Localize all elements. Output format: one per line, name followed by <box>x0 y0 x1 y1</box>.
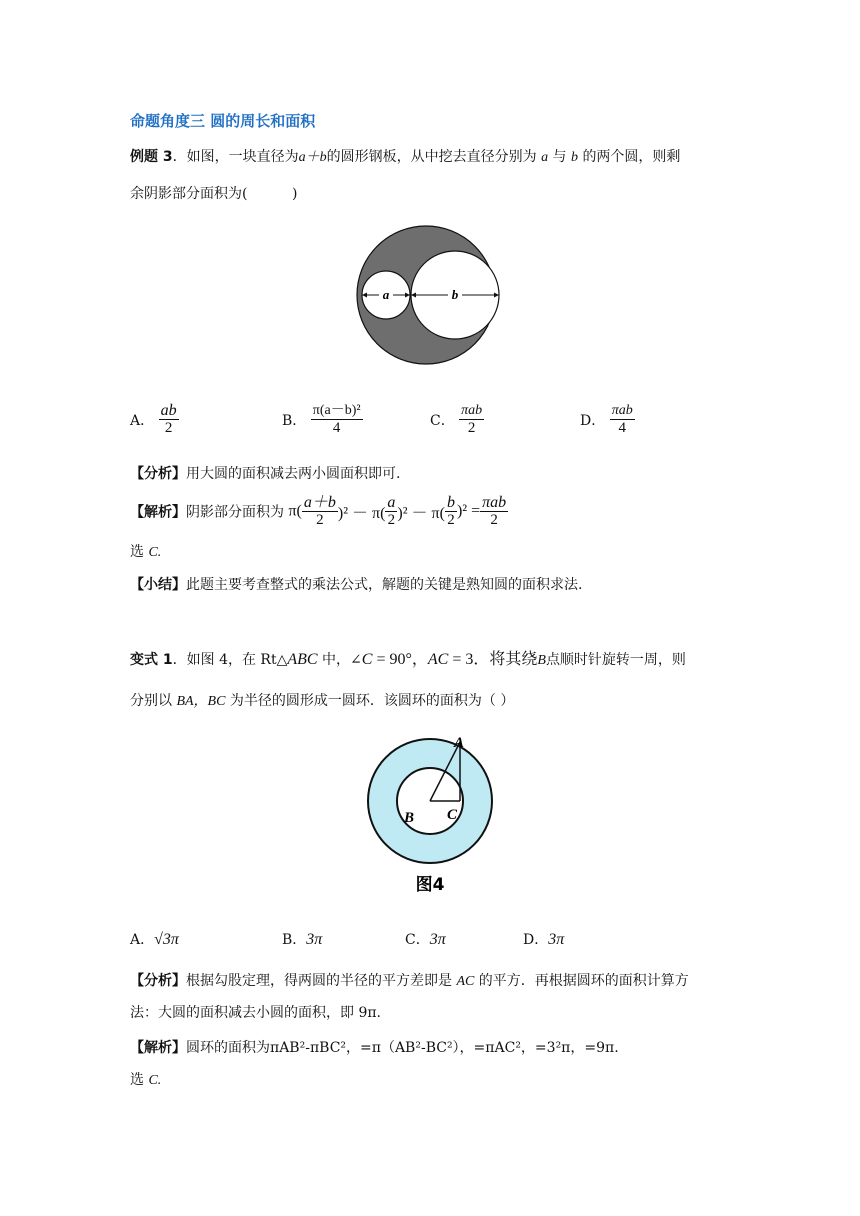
option-a-letter: A． <box>130 412 155 429</box>
formula-frac3-num: b <box>446 494 455 511</box>
variant1-stem-text3: = 90°， <box>372 651 428 668</box>
section-heading: 命题角度三 圆的周长和面积 <box>130 112 316 130</box>
formula-term1-pre: π( <box>288 502 302 520</box>
example3-stem-line1 <box>130 146 680 166</box>
variant1-label: 变式 1 <box>130 652 173 668</box>
option-d-letter: D． <box>580 412 606 429</box>
option-d[interactable] <box>580 402 635 437</box>
formula-result-num: πab <box>482 494 507 511</box>
variant1-stem-line1 <box>130 646 686 669</box>
v1-option-b[interactable] <box>282 929 322 949</box>
analysis-tag: 【分析】 <box>130 466 186 482</box>
label-a: a <box>382 287 390 302</box>
example3-stem-text3: 与 <box>552 149 567 165</box>
option-b[interactable] <box>282 402 363 437</box>
v1-answer-prefix: 选 <box>130 1072 149 1088</box>
v1-option-c-letter: C． <box>405 932 430 948</box>
example3-stem-var: a＋b <box>298 150 327 165</box>
label-b: b <box>451 287 459 302</box>
formula-frac2-den: 2 <box>387 512 396 528</box>
example3-stem-text4: 的两个圆，则剩 <box>582 149 681 165</box>
variant1-stem-text1: ．如图 4，在 Rt△ <box>172 652 288 668</box>
formula-term1-post: )² － π( <box>337 505 386 522</box>
example3-stem-var-b: b <box>570 150 578 165</box>
variant1-stem-text4: = 3．将其绕 <box>448 651 538 668</box>
example3-analysis <box>130 463 400 483</box>
variant1-line2-vars: BA，BC <box>176 694 226 709</box>
option-c-letter: C． <box>430 412 455 429</box>
v1-solution-text: 圆环的面积为πAB²-πBC²，=π（AB²-BC²），=πAC²，=3²π，=9π. <box>186 1040 619 1056</box>
answer-prefix: 选 <box>130 544 149 560</box>
v1-analysis-tag: 【分析】 <box>130 973 186 989</box>
variant1-stem-text2: 中，∠ <box>317 652 362 668</box>
option-d-num: πab <box>611 403 633 418</box>
point-c-label: C <box>447 807 458 823</box>
formula-frac3-den: 2 <box>447 512 455 528</box>
formula-result <box>480 494 508 529</box>
formula-term3-post: )² = <box>456 502 481 520</box>
variant1-analysis-line2: 法：大圆的面积减去小圆的面积，即 9π. <box>130 1005 382 1021</box>
v1-option-a-value: √3π <box>154 931 179 948</box>
summary-text: 此题主要考查整式的乘法公式，解题的关键是熟知圆的面积求法. <box>186 577 583 593</box>
example3-summary <box>130 574 582 594</box>
formula-term2-post: )² － π( <box>397 505 445 522</box>
answer-value: C. <box>148 545 162 560</box>
v1-analysis-ac: AC <box>456 974 475 989</box>
option-d-fraction <box>610 402 635 437</box>
option-d-den: 4 <box>618 420 626 436</box>
option-a-den: 2 <box>164 420 173 436</box>
example3-label: 例题 3 <box>130 149 173 165</box>
formula-frac2-num: a <box>387 494 396 511</box>
v1-answer-value: C. <box>148 1073 162 1088</box>
figure4-caption: 图4 <box>415 875 445 895</box>
v1-option-d-value: 3π <box>548 931 565 948</box>
variant1-stem-ac: AC <box>427 651 449 668</box>
v1-option-b-letter: B． <box>282 932 307 948</box>
option-a-fraction <box>159 402 179 437</box>
v1-option-d-letter: D． <box>523 932 549 948</box>
variant1-stem-b: B <box>537 653 546 668</box>
example3-stem-var-a: a <box>541 150 549 165</box>
example3-stem-text1: ．如图，一块直径为 <box>172 149 299 165</box>
point-a-label: A <box>454 735 465 751</box>
v1-option-b-value: 3π <box>306 931 323 948</box>
example3-solution <box>130 494 508 529</box>
variant1-stem-line2 <box>130 690 514 710</box>
v1-analysis-text1: 根据勾股定理，得两圆的半径的平方差即是 <box>186 973 452 989</box>
v1-option-c-value: 3π <box>429 931 446 948</box>
formula-frac3 <box>445 494 457 529</box>
option-b-den: 4 <box>332 420 341 436</box>
option-b-letter: B． <box>282 412 307 429</box>
solution-text: 阴影部分面积为 <box>186 504 284 521</box>
variant1-line2-post: 为半径的圆形成一圆环．该圆环的面积为（ ） <box>225 693 515 709</box>
option-c-den: 2 <box>467 420 476 436</box>
v1-option-a[interactable] <box>130 929 179 949</box>
formula-result-den: 2 <box>490 512 498 528</box>
formula-frac1 <box>302 494 338 529</box>
option-b-fraction <box>311 402 363 437</box>
variant1-stem-text5: 点顺时针旋转一周，则 <box>545 652 686 668</box>
option-a[interactable] <box>130 402 179 437</box>
summary-tag: 【小结】 <box>130 577 186 593</box>
example3-figure <box>355 224 515 368</box>
v1-analysis-text2: 的平方．再根据圆环的面积计算方 <box>478 973 689 989</box>
formula-frac1-num: a＋b <box>303 494 336 511</box>
option-c[interactable] <box>430 402 484 437</box>
v1-option-a-letter: A． <box>130 932 155 948</box>
v1-option-d[interactable] <box>523 929 564 949</box>
variant1-solution <box>130 1037 619 1057</box>
option-c-fraction <box>459 402 484 437</box>
variant1-stem-abc: ABC <box>287 651 318 668</box>
example3-answer <box>130 541 161 561</box>
variant1-line2-pre: 分别以 <box>130 693 177 709</box>
variant1-stem-c: C <box>361 651 373 668</box>
example3-stem-text2: 的圆形钢板，从中挖去直径分别为 <box>326 149 537 165</box>
option-c-num: πab <box>461 403 483 418</box>
option-a-num: ab <box>160 402 177 419</box>
variant1-figure <box>364 728 498 896</box>
solution-tag: 【解析】 <box>130 504 186 521</box>
variant1-analysis-line1 <box>130 970 689 990</box>
point-b-label: B <box>404 810 415 826</box>
formula-frac2 <box>385 494 397 529</box>
variant1-answer <box>130 1069 161 1089</box>
option-b-num: π(a－b)² <box>312 403 361 418</box>
formula-frac1-den: 2 <box>316 512 324 528</box>
analysis-text: 用大圆的面积减去两小圆面积即可. <box>186 466 401 482</box>
example3-stem-line2: 余阴影部分面积为( ) <box>130 186 298 202</box>
v1-option-c[interactable] <box>405 929 446 949</box>
v1-solution-tag: 【解析】 <box>130 1040 186 1056</box>
